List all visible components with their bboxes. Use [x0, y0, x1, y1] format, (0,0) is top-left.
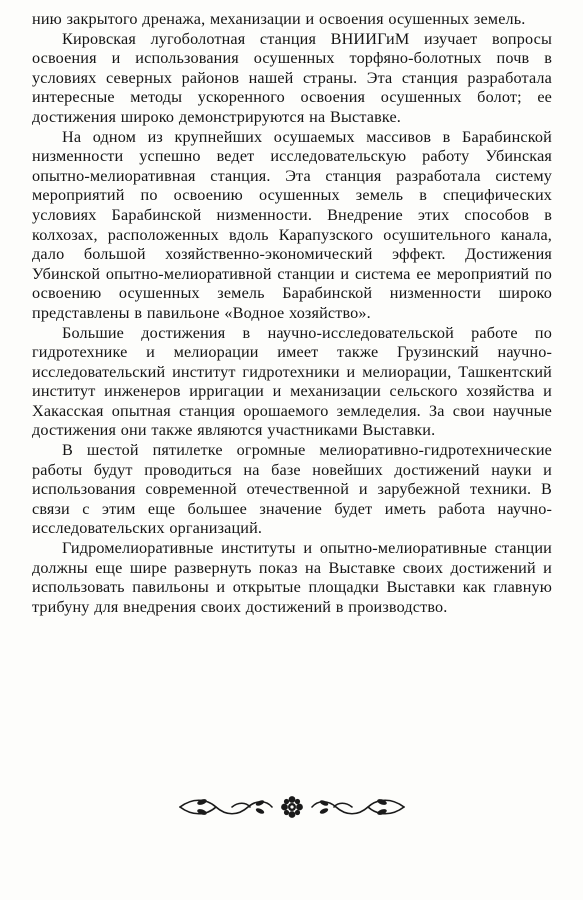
paragraph-sixth-five-year-plan: В шестой пятилетке огромные мелиоративно-гидротехнические работы будут проводиться на базе новейших достижений науки и использования современной отечественной и зарубежной техники. В связи с этим еще большее значение будет иметь работа научно-исследовательских организаций. [32, 441, 552, 538]
floral-vignette-icon [172, 794, 412, 820]
body-text [32, 10, 552, 617]
paragraph-continuation: нию закрытого дренажа, механизации и освоения осушенных земель. [32, 10, 526, 28]
paragraph-closing: Гидромелиоративные институты и опытно-мелиоративные станции должны еще шире развернуть показ на Выставке своих достижений и использовать павильоны и открытые площадки Выставки как главную трибуну для внедрения своих достижений в производство. [32, 539, 552, 616]
paragraph-ubinsk-station: На одном из крупнейших осушаемых массивов в Барабинской низменности успешно ведет исследовательскую работу Убинская опытно-мелиоративная станция. Эта станция разработала систему мероприятий по освоению осушенных земель в специфических условиях Барабинской низменности. Внедрение этих способов в колхозах, расположенных вдоль Карапузского осушительного канала, дало большой хозяйственно-экономический эффект. Достижения Убинской опытно-мелиоративной станции и система ее мероприятий по освоению осушенных земель Барабинской низменности широко представлены в павильоне «Водное хозяйство». [32, 127, 552, 322]
paragraph-kirov-station: Кировская лугоболотная станция ВНИИГиМ изучает вопросы освоения и использования осушенных торфяно-болотных почв в условиях северных районов нашей страны. Эта станция разработала интересные методы ускоренного освоения осушенных болот; ее достижения широко демонстрируются на Выставке. [32, 29, 552, 126]
paragraph-research-institutes: Большие достижения в научно-исследовательской работе по гидротехнике и мелиорации имеет также Грузинский научно-исследовательский институт гидротехники и мелиорации, Ташкентский институт инженеров ирригации и механизации сельского хозяйства и Хакасская опытная станция орошаемого земледелия. За свои научные достижения они также являются участниками Выставки. [32, 323, 552, 440]
